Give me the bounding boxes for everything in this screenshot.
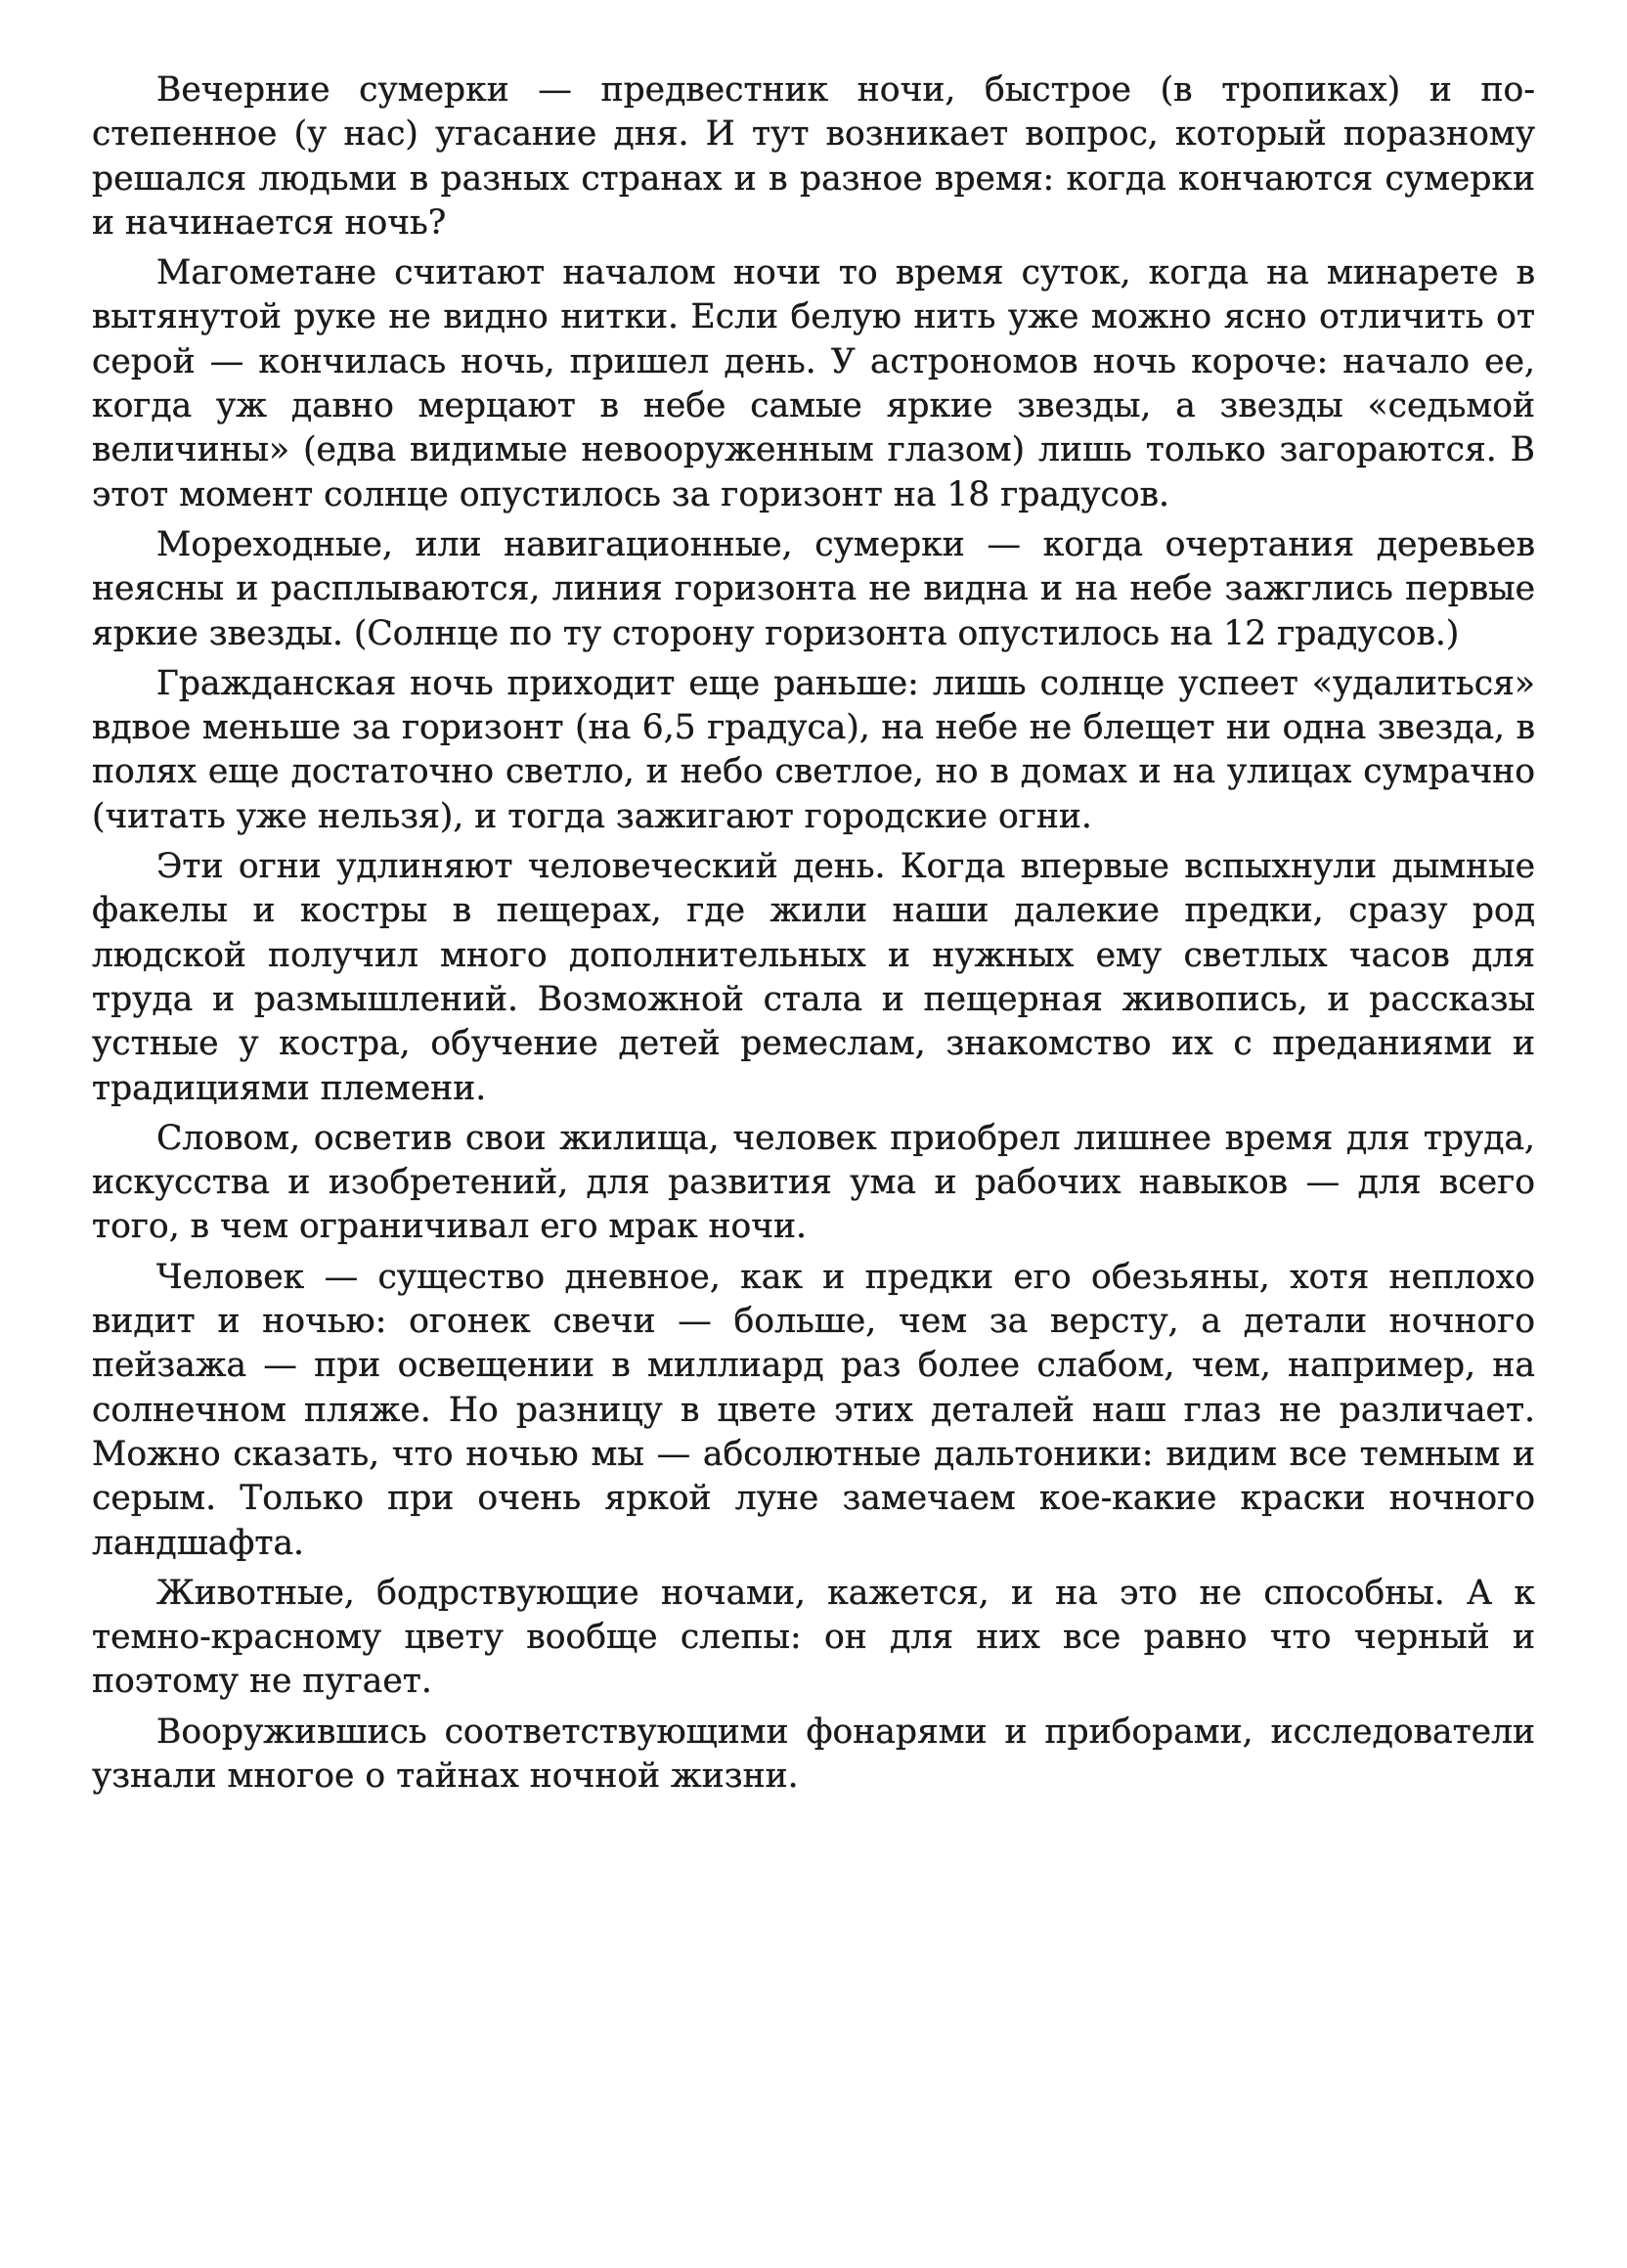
paragraph-night-definitions: Магометане считают началом ночи то время суток, когда на минарете в вытянутой руке не видно нитки. Если белую нить уже можно ясно отличить от серой — кончилась ночь, пришел день. У астрономов ночь короче: начало ее, когда уж давно мерцают в небе самые яркие звезды, а звезды «седьмой величины» (едва видимые невооруженным глазом) лишь только загораются. В этот момент солнце опустилось за горизонт на 18 градусов.	[92, 253, 1535, 514]
page-text-block	[92, 68, 1535, 1804]
paragraph-nautical-twilight: Мореходные, или навигационные, сумерки — когда очертания деревьев неясны и расплываются, линия горизонта не видна и на небе зажглись первые яркие звезды. (Солнце по ту сторону горизонта опустилось на 12 градусов.)	[92, 524, 1535, 653]
paragraph-civil-night: Гражданская ночь приходит еще раньше: лишь солнце успеет «удалиться» вдвое меньше за горизонт (на 6,5 градуса), на небе не блещет ни одна звезда, в полях еще достаточно светло, и небо светлое, но в домах и на улицах сумрачно (читать уже нельзя), и тогда зажигают городские огни.	[92, 663, 1535, 836]
paragraph-fire-extends-day: Эти огни удлиняют человеческий день. Когда впервые вспыхнули дымные факелы и костры в пещерах, где жили наши далекие предки, сразу род людской получил много дополнительных и нужных ему светлых часов для труда и размышлений. Возможной стала и пещерная живопись, и рассказы устные у костра, обучение детей ремеслам, знакомство их с преданиями и традициями племени.	[92, 847, 1535, 1108]
paragraph-lit-dwellings: Словом, осветив свои жилища, человек приобрел лишнее время для труда, искусства и изобретений, для развития ума и рабочих навыков — для всего того, в чем ограничивал его мрак ночи.	[92, 1118, 1535, 1247]
paragraph-nocturnal-animals: Животные, бодрствующие ночами, кажется, и на это не способны. А к темно-красному цвету вообще слепы: он для них все равно что черный и поэтому не пугает.	[92, 1573, 1535, 1702]
paragraph-night-vision: Человек — существо дневное, как и предки его обезьяны, хотя неплохо видит и ночью: огонек свечи — больше, чем за версту, а детали ночного пейзажа — при освещении в миллиард раз более слабом, чем, например, на солнечном пляже. Но разницу в цвете этих деталей наш глаз не различает. Можно сказать, что ночью мы — абсолютные дальтоники: видим все темным и серым. Только при очень яркой луне замечаем кое-какие краски ночного ландшафта.	[92, 1257, 1535, 1563]
paragraph-twilight-intro: Вечерние сумерки — предвестник ночи, быстрое (в тропиках) и постепенное (у нас) угасание дня. И тут возникает вопрос, который поразному решался людьми в разных странах и в разное время: когда кончаются сумерки и начинается ночь?	[92, 70, 1535, 243]
paragraph-researchers: Вооружившись соответствующими фонарями и приборами, исследователи узнали многое о тайнах ночной жизни.	[92, 1712, 1535, 1796]
